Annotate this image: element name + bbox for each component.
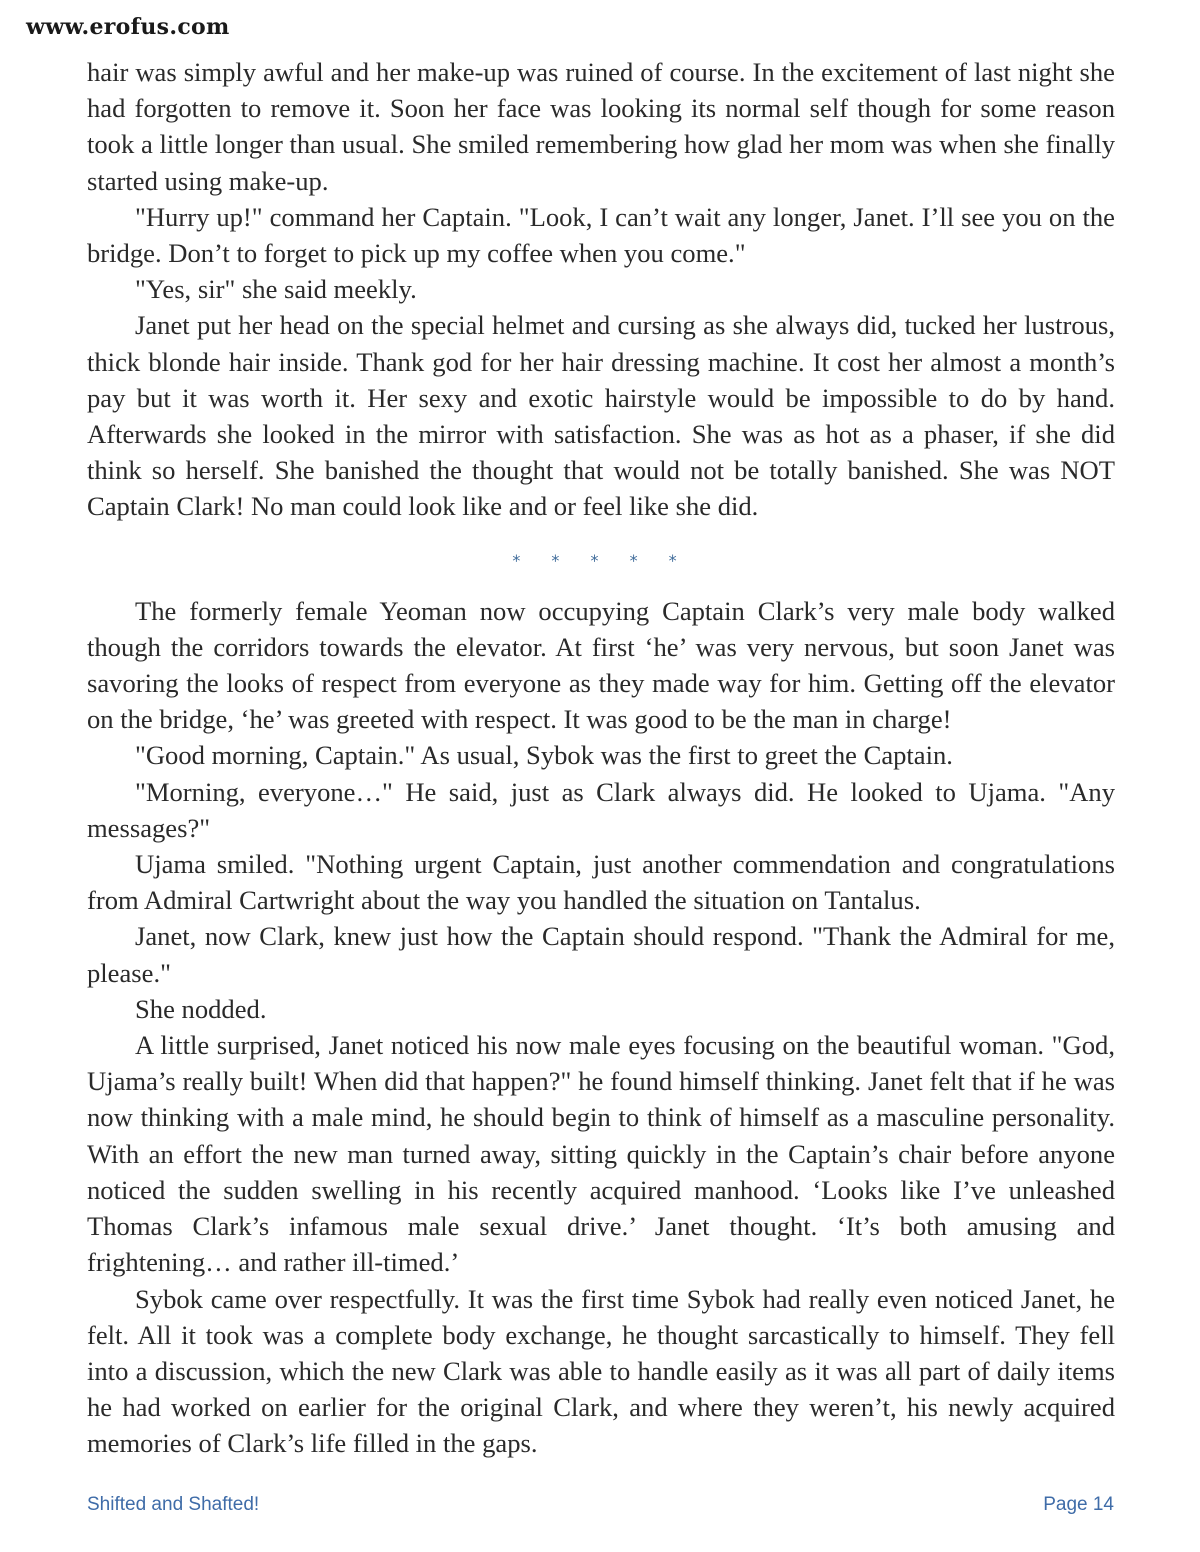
section-divider: * * * * * [512, 550, 690, 570]
footer-book-title: Shifted and Shafted! [87, 1494, 260, 1515]
paragraph: Ujama smiled. "Nothing urgent Captain, just another commendation and congratulations from Admiral Cartwright about the way you handled the situation on Tantalus. [87, 849, 1115, 916]
paragraph: Sybok came over respectfully. It was the first time Sybok had really even noticed Janet, he felt. All it took was a complete body exchange, he thought sarcastically to himself. They fell into a discussion, which the new Clark was able to handle easily as it was all part of daily items he had worked on earlier for the original Clark, and where they weren’t, his newly acquired memories of Clark’s life filled in the gaps. [87, 1283, 1115, 1459]
paragraph: A little surprised, Janet noticed his now male eyes focusing on the beautiful woman. "God, Ujama’s really built! When did that happen?" he found himself thinking. Janet felt that if he was now thinking with a male mind, he should begin to think of himself as a masculine personality. With an effort the new man turned away, sitting quickly in the Captain’s chair before anyone noticed the sudden swelling in his recently acquired manhood. ‘Looks like I’ve unleashed Thomas Clark’s infamous male sexual drive.’ Janet thought. ‘It’s both amusing and frightening… and rather ill-timed.’ [87, 1030, 1115, 1278]
story-text [87, 54, 1115, 1462]
paragraph: Janet, now Clark, knew just how the Captain should respond. "Thank the Admiral for me, please." [87, 921, 1115, 988]
paragraph: "Hurry up!" command her Captain. "Look, I can’t wait any longer, Janet. I’ll see you on the bridge. Don’t to forget to pick up my coffee when you come." [87, 201, 1115, 269]
paragraph: She nodded. [135, 993, 267, 1024]
footer-page-number: Page 14 [1043, 1494, 1114, 1515]
paragraph: "Good morning, Captain." As usual, Sybok was the first to greet the Captain. [135, 740, 953, 771]
paragraph: The formerly female Yeoman now occupying Captain Clark’s very male body walked though the corridors towards the elevator. At first ‘he’ was very nervous, but soon Janet was savoring the looks of respect from everyone as they made way for him. Getting off the elevator on the bridge, ‘he’ was greeted with respect. It was good to be the man in charge! [87, 595, 1115, 735]
paragraph: "Yes, sir" she said meekly. [135, 274, 417, 305]
watermark-text: www.erofus.com [26, 14, 230, 40]
paragraph: hair was simply awful and her make-up was ruined of course. In the excitement of last night she had forgotten to remove it. Soon her face was looking its normal self though for some reason took a little longer than usual. She smiled remembering how glad her mom was when she finally started using make-up. [87, 57, 1115, 196]
paragraph: "Morning, everyone…" He said, just as Clark always did. He looked to Ujama. "Any messages?" [87, 776, 1115, 843]
paragraph: Janet put her head on the special helmet and cursing as she always did, tucked her lustrous, thick blonde hair inside. Thank god for her hair dressing machine. It cost her almost a month’s pay but it was worth it. Her sexy and exotic hairstyle would be impossible to do by hand. Afterwards she looked in the mirror with satisfaction. She was as hot as a phaser, if she did think so herself. She banished the thought that would not be totally banished. She was NOT Captain Clark! No man could look like and or feel like she did. [87, 310, 1115, 522]
